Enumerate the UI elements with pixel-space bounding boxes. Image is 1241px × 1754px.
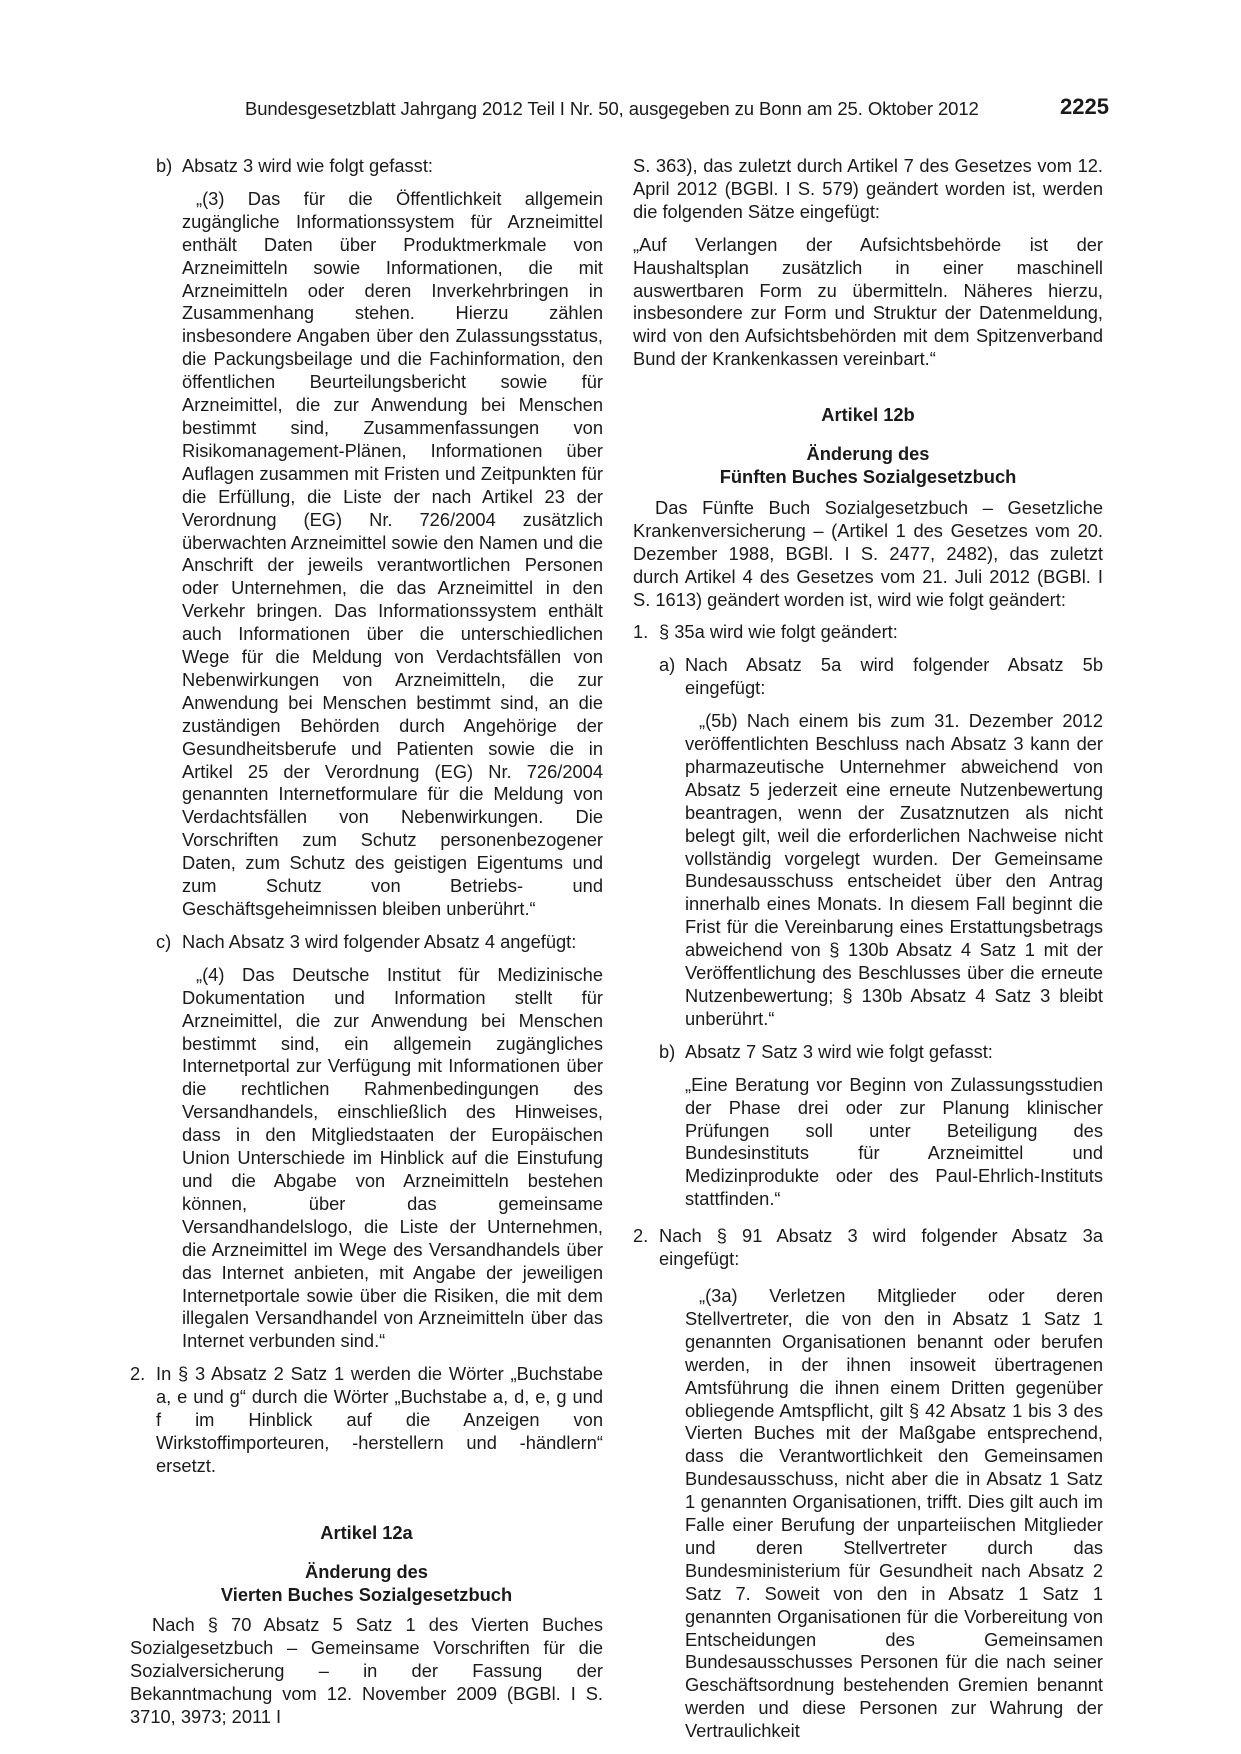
list-item-c (130, 931, 603, 954)
list-item-text: Nach Absatz 5a wird folgender Absatz 5b eingefügt: (685, 654, 1103, 699)
article-12a-title: Artikel 12a (320, 1521, 413, 1543)
article-12b-subtitle-2: Fünften Buches Sozialgesetzbuch (719, 465, 1017, 487)
list-item-text: Nach § 91 Absatz 3 wird folgender Absatz 3a eingefügt: (659, 1225, 1103, 1270)
article-12b-subtitle-1: Änderung des (806, 443, 930, 465)
quoted-paragraph-3: „(3) Das für die Öffentlichkeit allgemein zugängliche Informationssystem für Arzneimittel enthält Daten über Produktmerkmale von Arzneimitteln sowie Informationen, die mit Arzneimitteln oder deren Inverkehrbringen in Zusammenhang stehen. Hierzu zählen insbesondere Angaben über den Zulassungsstatus, die Packungsbeilage und die Fachinformation, den öffentlichen Beurteilungsbericht sowie für Arzneimittel, die zur Anwendung bei Menschen bestimmt sind, Zusammenfassungen von Risikomanagement-Plänen, Informationen über Auflagen zusammen mit Fristen und Zeitpunkten für die Erfüllung, die Liste der nach Artikel 23 der Verordnung (EG) Nr. 726/2004 zusätzlich überwachten Arzneimittel sowie den Namen und die Anschrift der jeweils verantwortlichen Personen oder Unternehmen, die das Arzneimittel in den Verkehr bringen. Das Informationssystem enthält auch Informationen über die unterschiedlichen Wege für die Meldung von Verdachtsfällen von Nebenwirkungen von Arzneimitteln, die zur Anwendung bei Menschen bestimmt sind, an die zuständigen Behörden durch Angehörige der Gesundheitsberufe und Patienten sowie die in Artikel 25 der Verordnung (EG) Nr. 726/2004 genannten Internetformulare für die Meldung von Verdachtsfällen von Nebenwirkungen. Die Vorschriften zum Schutz personenbezogener Daten, zum Schutz des geistigen Eigentums und zum Schutz von Betriebs- und Geschäftsgeheimnissen bleiben unberührt.“ (182, 187, 603, 919)
article-12b-title: Artikel 12b (821, 404, 915, 426)
left-column (130, 155, 603, 1729)
quoted-paragraph-beratung: „Eine Beratung vor Beginn von Zulassungsstudien der Phase drei oder zur Planung klinischer Prüfungen soll unter Beteiligung des Bundesinstituts für Arzneimittel und Medizinprodukte oder des Paul-Ehrlich-Instituts stattfinden.“ (685, 1073, 1103, 1210)
list-marker: 2. (130, 1363, 146, 1385)
quoted-paragraph-4: „(4) Das Deutsche Institut für Medizinische Dokumentation und Information stellt für Arzneimittel, die zur Anwendung bei Menschen bestimmt sind, ein allgemein zugängliches Internetportal zur Verfügung mit Informationen über die rechtlichen Rahmenbedingungen des Versandhandels, einschließlich des Hinweises, dass in den Mitgliedstaaten der Europäischen Union Unterschiede im Hinblick auf die Einstufung und die Abgabe von Arzneimitteln bestehen können, über das gemeinsame Versandhandelslogo, die Liste der Unternehmen, die Arzneimittel im Wege des Versandhandels über das Internet anbieten, mit Angabe der jeweiligen Internetportale sowie über die Risiken, die mit dem illegalen Versandhandel von Arzneimitteln über das Internet verbunden sind.“ (182, 963, 603, 1352)
article-12a-subtitle-2: Vierten Buches Sozialgesetzbuch (220, 1583, 513, 1605)
continued-paragraph: S. 363), das zuletzt durch Artikel 7 des Gesetzes vom 12. April 2012 (BGBl. I S. 579) geändert worden ist, werden die folgenden Sätze eingefügt: (633, 155, 1103, 222)
list-item-b (130, 155, 603, 178)
article-12b-body: Das Fünfte Buch Sozialgesetzbuch – Gesetzliche Krankenversicherung – (Artikel 1 des Gesetzes vom 20. Dezember 1988, BGBl. I S. 2477, 2482), das zuletzt durch Artikel 4 des Gesetzes vom 21. Juli 2012 (BGBl. I S. 1613) geändert worden ist, wird wie folgt geändert: (633, 496, 1103, 610)
list-item-text: Nach Absatz 3 wird folgender Absatz 4 angefügt: (182, 930, 577, 952)
list-item-a (633, 654, 1103, 700)
list-marker: a) (659, 654, 676, 676)
running-head: Bundesgesetzblatt Jahrgang 2012 Teil I Nr. 50, ausgegeben zu Bonn am 25. Oktober 2012 (245, 98, 979, 119)
list-item-text: In § 3 Absatz 2 Satz 1 werden die Wörter „Buchstabe a, e und g“ durch die Wörter „Buchstabe a, d, e, g und f im Hinblick auf die Anzeigen von Wirkstoffimporteuren, -herstellern und -händlern“ ersetzt. (156, 1363, 603, 1476)
article-12a-subtitle-1: Änderung des (305, 1560, 428, 1582)
list-marker: b) (156, 155, 173, 176)
list-item-2 (633, 1225, 1103, 1271)
list-marker: 1. (633, 621, 649, 643)
quoted-paragraph-5b: „(5b) Nach einem bis zum 31. Dezember 2012 veröffentlichten Beschluss nach Absatz 3 kann der pharmazeutische Unternehmer abweichend von Absatz 5 jederzeit eine erneute Nutzenbewertung beantragen, wenn der Zusatznutzen als nicht belegt gilt, weil die erforderlichen Nachweise nicht vollständig vorgelegt wurden. Der Gemeinsame Bundesausschuss entscheidet über den Antrag innerhalb eines Monats. In diesem Fall beginnt die Frist für die Vereinbarung eines Erstattungsbetrags abweichend von § 130b Absatz 4 Satz 1 mit der Veröffentlichung des Beschlusses über die erneute Nutzenbewertung; § 130b Absatz 4 Satz 3 bleibt unberührt.“ (685, 710, 1103, 1029)
quoted-paragraph-3a: „(3a) Verletzen Mitglieder oder deren Stellvertreter, die von den in Absatz 1 Satz 1 genannten Organisationen benannt oder berufen werden, in der ihnen insoweit übertragenen Amtsführung die ihnen einem Dritten gegenüber obliegende Amtspflicht, gilt § 42 Absatz 1 bis 3 des Vierten Buches mit der Maßgabe entsprechend, dass die Verantwortlichkeit den Gemeinsamen Bundesausschuss, nicht aber die in Absatz 1 Satz 1 genannten Organisationen, trifft. Dies gilt auch im Falle einer Berufung der unparteiischen Mitglieder und deren Stellvertreter durch das Bundesministerium für Gesundheit nach Absatz 2 Satz 7. Soweit von den in Absatz 1 Satz 1 genannten Organisationen für die Vorbereitung von Entscheidungen des Gemeinsamen Bundesausschusses Personen für die nach seiner Geschäftsordnung bestehenden Gremien benannt werden und diese Personen zur Wahrung der Vertraulichkeit (685, 1284, 1103, 1742)
list-item-2 (130, 1363, 603, 1478)
list-item-text: § 35a wird wie folgt geändert: (659, 621, 898, 643)
quoted-paragraph-haushaltsplan: „Auf Verlangen der Aufsichtsbehörde ist der Haushaltsplan zusätzlich in einer maschinell auswertbaren Form zu übermitteln. Näheres hierzu, insbesondere zur Form und Struktur der Datenmeldung, wird von den Aufsichtsbehörden mit dem Spitzenverband Bund der Krankenkassen vereinbart.“ (633, 233, 1103, 370)
list-item-1 (633, 621, 1103, 644)
list-item-b (633, 1041, 1103, 1064)
list-marker: c) (156, 930, 172, 952)
list-marker: 2. (633, 1225, 649, 1247)
page-number: 2225 (1060, 94, 1109, 119)
page-header (0, 94, 1241, 128)
list-marker: b) (659, 1040, 676, 1062)
list-item-text: Absatz 3 wird wie folgt gefasst: (182, 155, 433, 176)
right-column (633, 155, 1103, 1743)
list-item-text: Absatz 7 Satz 3 wird wie folgt gefasst: (685, 1040, 993, 1062)
article-12a-body: Nach § 70 Absatz 5 Satz 1 des Vierten Buches Sozialgesetzbuch – Gemeinsame Vorschriften für die Sozialversicherung – in der Fassung der Bekanntmachung vom 12. November 2009 (BGBl. I S. 3710, 3973; 2011 I (130, 1614, 603, 1728)
